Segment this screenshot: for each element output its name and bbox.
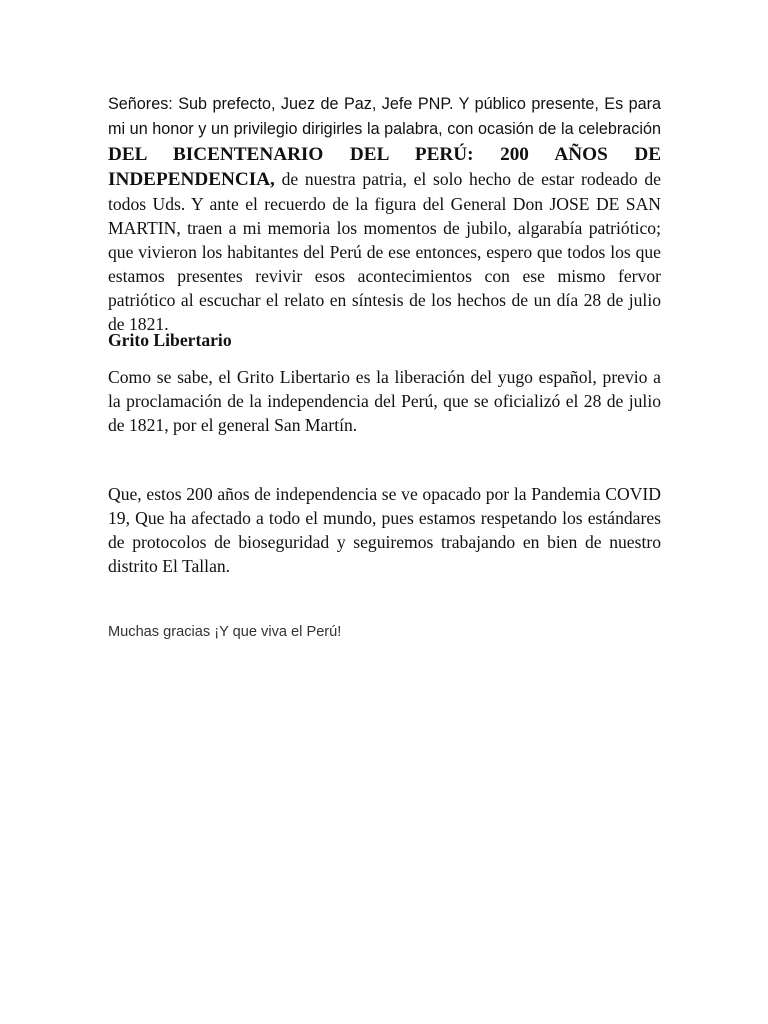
intro-paragraph-body: de nuestra patria, el solo hecho de estar rodeado de todos Uds. Y ante el recuerdo de la figura del General Don JOSE DE SAN MARTIN, traen a mi memoria los momentos de jubilo, algarabía patriótico; que vivieron los habitantes del Perú de ese entonces, espero que todos los que estamos presentes revivir esos acontecimientos con ese mismo fervor patriótico al escuchar el relato en síntesis de los hechos de un día 28 de julio de 1821. (108, 169, 661, 334)
intro-paragraph-opening: Señores: Sub prefecto, Juez de Paz, Jefe PNP. Y público presente, Es para mi un honor y un privilegio dirigirles la palabra, con ocasión de la celebración (108, 95, 661, 138)
grito-libertario-paragraph: Como se sabe, el Grito Libertario es la liberación del yugo español, previo a la proclamación de la independencia del Perú, que se oficializó el 28 de julio de 1821, por el general San Martín. (108, 367, 661, 435)
pandemic-paragraph: Que, estos 200 años de independencia se ve opacado por la Pandemia COVID 19, Que ha afectado a todo el mundo, pues estamos respetando los estándares de protocolos de bioseguridad y seguiremos trabajando en bien de nuestro distrito El Tallan. (108, 484, 661, 576)
closing-line: Muchas gracias ¡Y que viva el Perú! (108, 624, 342, 640)
bicentenary-heading-text: DEL BICENTENARIO DEL PERÚ: 200 AÑOS DE INDEPENDENCIA, (108, 144, 661, 190)
intro-paragraph-continuation (108, 142, 661, 336)
section-heading: Grito Libertario (108, 330, 232, 350)
